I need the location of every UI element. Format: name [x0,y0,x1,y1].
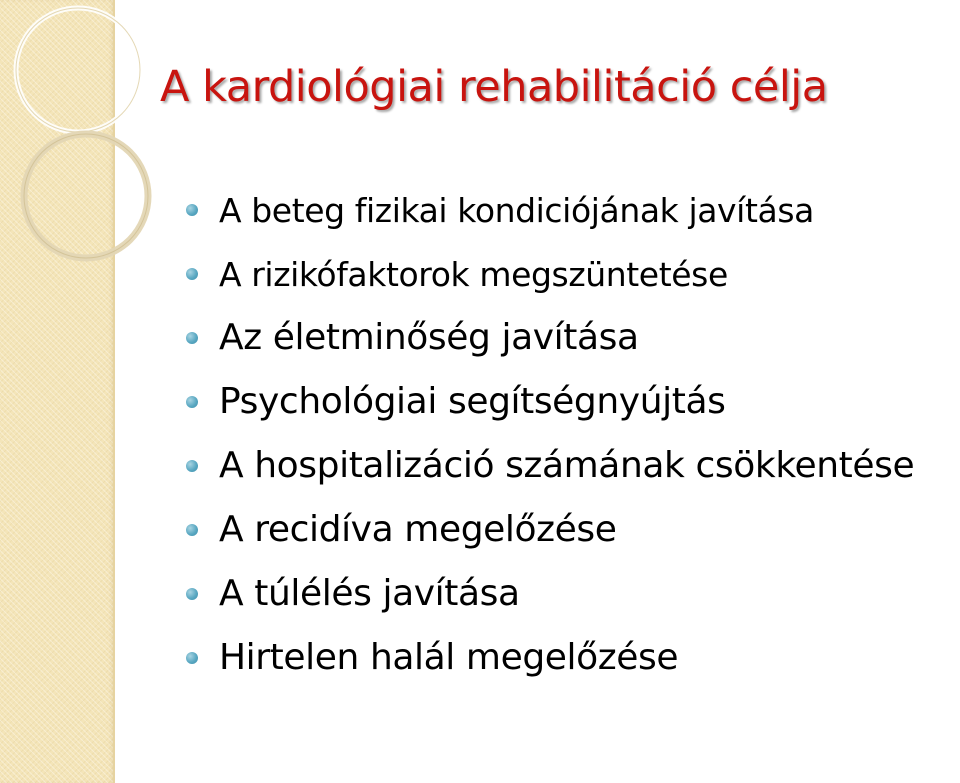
list-item [186,626,914,690]
list-item [186,178,914,242]
list-item [186,370,914,434]
bullet-list [186,178,914,690]
decorative-ring-bottom [24,134,148,258]
bullet-dot-icon [186,460,198,472]
bullet-dot-icon [186,396,198,408]
bullet-text: A beteg fizikai kondiciójának javítása [219,190,814,230]
bullet-text: A rizikófaktorok megszüntetése [219,254,728,294]
list-item [186,562,914,626]
list-item [186,242,914,306]
list-item [186,306,914,370]
bullet-text: A túlélés javítása [219,573,520,614]
bullet-dot-icon [186,268,198,280]
bullet-text: Hirtelen halál megelőzése [219,637,679,678]
bullet-text: A hospitalizáció számának csökkentése [219,445,915,486]
decorative-ring-top [16,8,140,132]
bullet-dot-icon [186,524,198,536]
bullet-dot-icon [186,652,198,664]
bullet-dot-icon [186,588,198,600]
bullet-text: Psychológiai segítségnyújtás [219,381,726,422]
bullet-dot-icon [186,204,198,216]
bullet-text: Az életminőség javítása [219,317,639,358]
bullet-dot-icon [186,332,198,344]
slide-title: A kardiológiai rehabilitáció célja [160,62,828,112]
decorative-rings [0,0,160,340]
bullet-text: A recidíva megelőzése [219,509,617,550]
list-item [186,434,914,498]
list-item [186,498,914,562]
